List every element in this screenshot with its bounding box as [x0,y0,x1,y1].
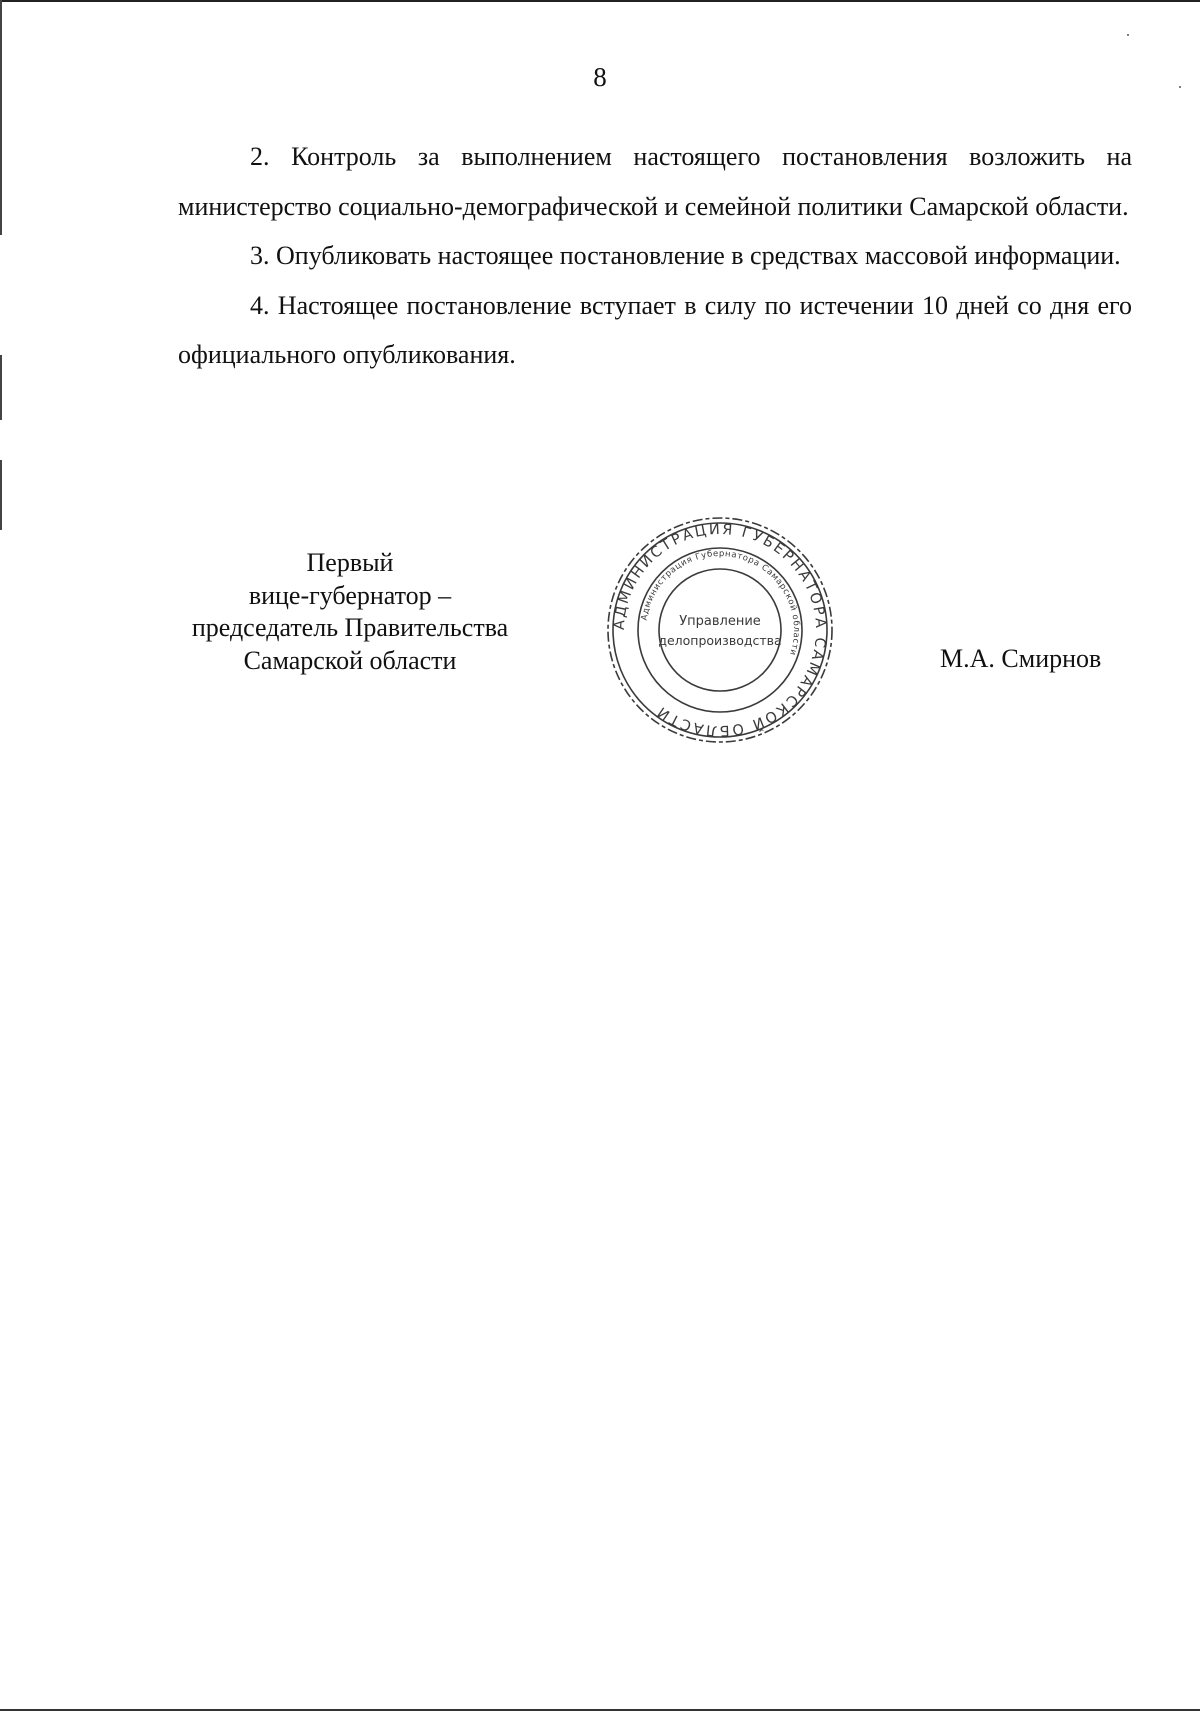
official-seal [602,512,838,748]
seal-outer-textpath: АДМИНИСТРАЦИЯ ГУБЕРНАТОРА САМАРСКОЙ ОБЛАСТИ [611,521,829,739]
seal-center-line: Управление [679,614,761,629]
signatory-title-line: Самарской области [243,645,457,675]
scan-edge-left [0,0,2,235]
signatory-title [160,547,540,677]
signatory-title-line: председатель Правительства [191,613,509,642]
paragraph: 3. Опубликовать настоящее постановление в средствах массовой информации. [250,241,1121,270]
scan-edge-left [0,355,2,420]
scan-edge-left [0,460,2,530]
page-number: 8 [593,62,607,92]
seal-center-ring [659,569,781,691]
scan-edge-top [0,0,1200,2]
paragraph: 4. Настоящее постановление вступает в силу по истечении 10 дней со дня его официального опубликования. [178,290,1132,369]
signatory-title-line: Первый [306,548,394,577]
document-body [178,132,1132,380]
seal-inner-textpath: Администрация Губернатора Самарской области [639,548,802,657]
signatory-title-line: вице-губернатор – [248,580,452,610]
scan-edge-bottom [0,1709,1200,1711]
scan-speck [1127,34,1129,36]
paragraph: 2. Контроль за выполнением настоящего постановления возложить на министерство социально-демографической и семейной политики Самарской области. [178,142,1132,221]
signatory-name: М.А. Смирнов [940,644,1102,673]
seal-ring [638,548,802,712]
seal-center-line: делопроизводства [658,633,782,648]
